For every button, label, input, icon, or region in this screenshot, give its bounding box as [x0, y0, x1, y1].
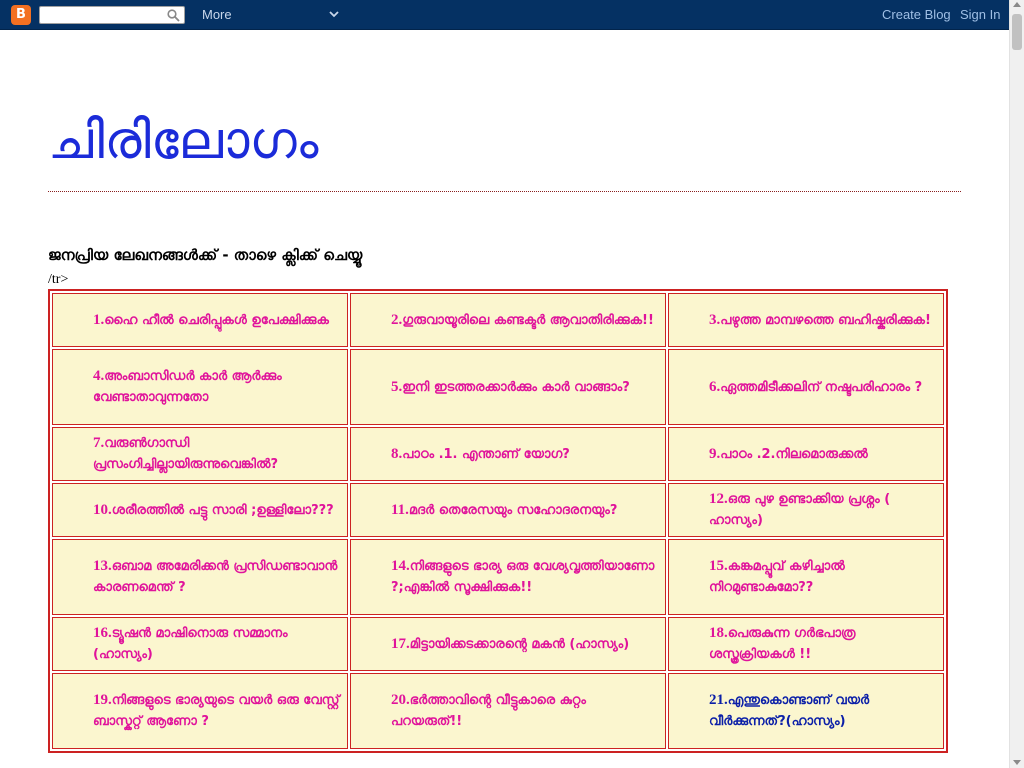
table-cell — [668, 427, 944, 481]
table-row — [52, 483, 944, 537]
section-heading: ജനപ്രിയ ലേഖനങ്ങള്‍ക്ക് - താഴെ ക്ലിക്ക് ചെയ്യൂ — [48, 246, 363, 264]
scrollbar-thumb[interactable] — [1012, 14, 1022, 50]
table-cell — [668, 483, 944, 537]
scroll-down-arrow-icon[interactable] — [1013, 760, 1021, 765]
table-cell — [350, 539, 666, 615]
scroll-up-arrow-icon[interactable] — [1013, 2, 1021, 7]
post-link[interactable]: 8.പാഠം .1. എന്താണ് യോഗ? — [391, 445, 570, 462]
post-link[interactable]: 2.ഗുരുവായൂരിലെ കണ്ടക്ടര്‍ ആവാതിരിക്കുക!! — [391, 311, 654, 328]
post-link[interactable]: 15.കങ്കമപ്പൂവ് കഴിച്ചാല്‍ നിറമുണ്ടാകുമോ?? — [709, 558, 845, 595]
blog-title[interactable]: ചിരിലോഗം — [48, 111, 319, 171]
table-cell — [52, 617, 348, 671]
table-cell — [52, 673, 348, 749]
post-link[interactable]: 3.പഴുത്ത മാമ്പഴത്തെ ബഹിഷ്കരിക്കുക! — [709, 311, 931, 328]
post-link[interactable]: 11.മദര്‍ തെരേസയും സഹോദരനയും? — [391, 501, 618, 518]
table-cell — [52, 539, 348, 615]
table-cell — [52, 483, 348, 537]
post-link[interactable]: 5.ഇനി ഇടത്തരക്കാര്‍ക്കും കാര്‍ വാങ്ങാം? — [391, 378, 630, 395]
table-cell — [350, 483, 666, 537]
vertical-scrollbar[interactable] — [1009, 0, 1024, 768]
table-row — [52, 293, 944, 347]
post-link[interactable]: 16.ട്യൂഷന്‍ മാഷിനൊരു സമ്മാനം (ഹാസ്യം) — [93, 625, 288, 662]
post-link[interactable]: 19.നിങ്ങളുടെ ഭാര്യയുടെ വയര്‍ ഒരു വേസ്റ്റ് ബാസ്കറ്റ് ആണോ ? — [93, 692, 340, 729]
chevron-down-icon[interactable] — [328, 9, 340, 19]
stray-markup-text: /tr> — [48, 272, 69, 287]
table-cell — [52, 349, 348, 425]
post-link[interactable]: 1.ഹൈ ഹീല്‍ ചെരിപ്പുകള്‍ ഉപേക്ഷിക്കുക — [93, 311, 329, 328]
post-link[interactable]: 17.മിട്ടായിക്കടക്കാരന്റെ മകന്‍ (ഹാസ്യം) — [391, 635, 630, 652]
table-cell — [52, 427, 348, 481]
table-row — [52, 427, 944, 481]
table-cell — [350, 349, 666, 425]
create-blog-link[interactable]: Create Blog — [882, 7, 951, 22]
table-row — [52, 673, 944, 749]
table-row — [52, 539, 944, 615]
blogger-navbar — [0, 0, 1009, 30]
table-cell — [668, 617, 944, 671]
post-link[interactable]: 20.ഭര്‍ത്താവിന്റെ വീട്ടുകാരെ കുറ്റം പറയരുത്!! — [391, 692, 586, 729]
table-cell — [350, 617, 666, 671]
table-cell — [668, 673, 944, 749]
table-cell — [52, 293, 348, 347]
table-cell — [668, 293, 944, 347]
post-link[interactable]: 10.ശരീരത്തില്‍ പട്ടു സാരി ;ഉള്ളിലോ??? — [93, 501, 334, 518]
more-menu[interactable]: More — [202, 7, 232, 22]
popular-posts-table — [48, 289, 948, 753]
post-link[interactable]: 21.എന്തുകൊണ്ടാണ് വയര്‍ വീര്‍ക്കുന്നത്?(ഹാസ്യം) — [709, 692, 870, 729]
post-link[interactable]: 4.അംബാസിഡര്‍ കാര്‍ ആര്‍ക്കും വേണ്ടാതാവുന്നതോ — [93, 368, 282, 405]
post-link[interactable]: 9.പാഠം .2.നിലമൊരുക്കല്‍ — [709, 445, 868, 462]
post-link[interactable]: 7.വരുണ്‍ഗാന്ധി പ്രസംഗിച്ചില്ലായിരുന്നുവെങ്കില്‍? — [93, 435, 279, 472]
blogger-logo-letter: B — [16, 7, 26, 22]
table-cell — [350, 427, 666, 481]
post-link[interactable]: 13.ഒബാമ അമേരിക്കന്‍ പ്രസിഡണ്ടാവാന്‍ കാരണമെന്ത് ? — [93, 558, 338, 595]
post-link[interactable]: 12.ഒരു പുഴ ഉണ്ടാക്കിയ പ്രശ്നം ( ഹാസ്യം) — [709, 491, 891, 528]
blogger-logo-icon[interactable] — [11, 5, 31, 25]
header-divider — [48, 191, 961, 192]
post-link[interactable]: 6.ഏത്തമിടീക്കലിന് നഷ്ടപരിഹാരം ? — [709, 378, 923, 395]
table-cell — [350, 293, 666, 347]
post-link[interactable]: 18.പെരുകുന്ന ഗര്‍ഭപാത്ര ശസ്ത്രക്രിയകള്‍ !! — [709, 625, 856, 662]
table-cell — [668, 539, 944, 615]
table-row — [52, 617, 944, 671]
table-cell — [668, 349, 944, 425]
table-row — [52, 349, 944, 425]
search-input[interactable] — [40, 8, 168, 24]
search-icon[interactable] — [167, 9, 180, 22]
table-cell — [350, 673, 666, 749]
search-box[interactable] — [39, 6, 185, 24]
sign-in-link[interactable]: Sign In — [960, 7, 1001, 22]
post-link[interactable]: 14.നിങ്ങളുടെ ഭാര്യ ഒരു വേശ്യവൃത്തിയാണോ ?;എങ്കില്‍ സൂക്ഷിക്കുക!! — [391, 558, 655, 595]
